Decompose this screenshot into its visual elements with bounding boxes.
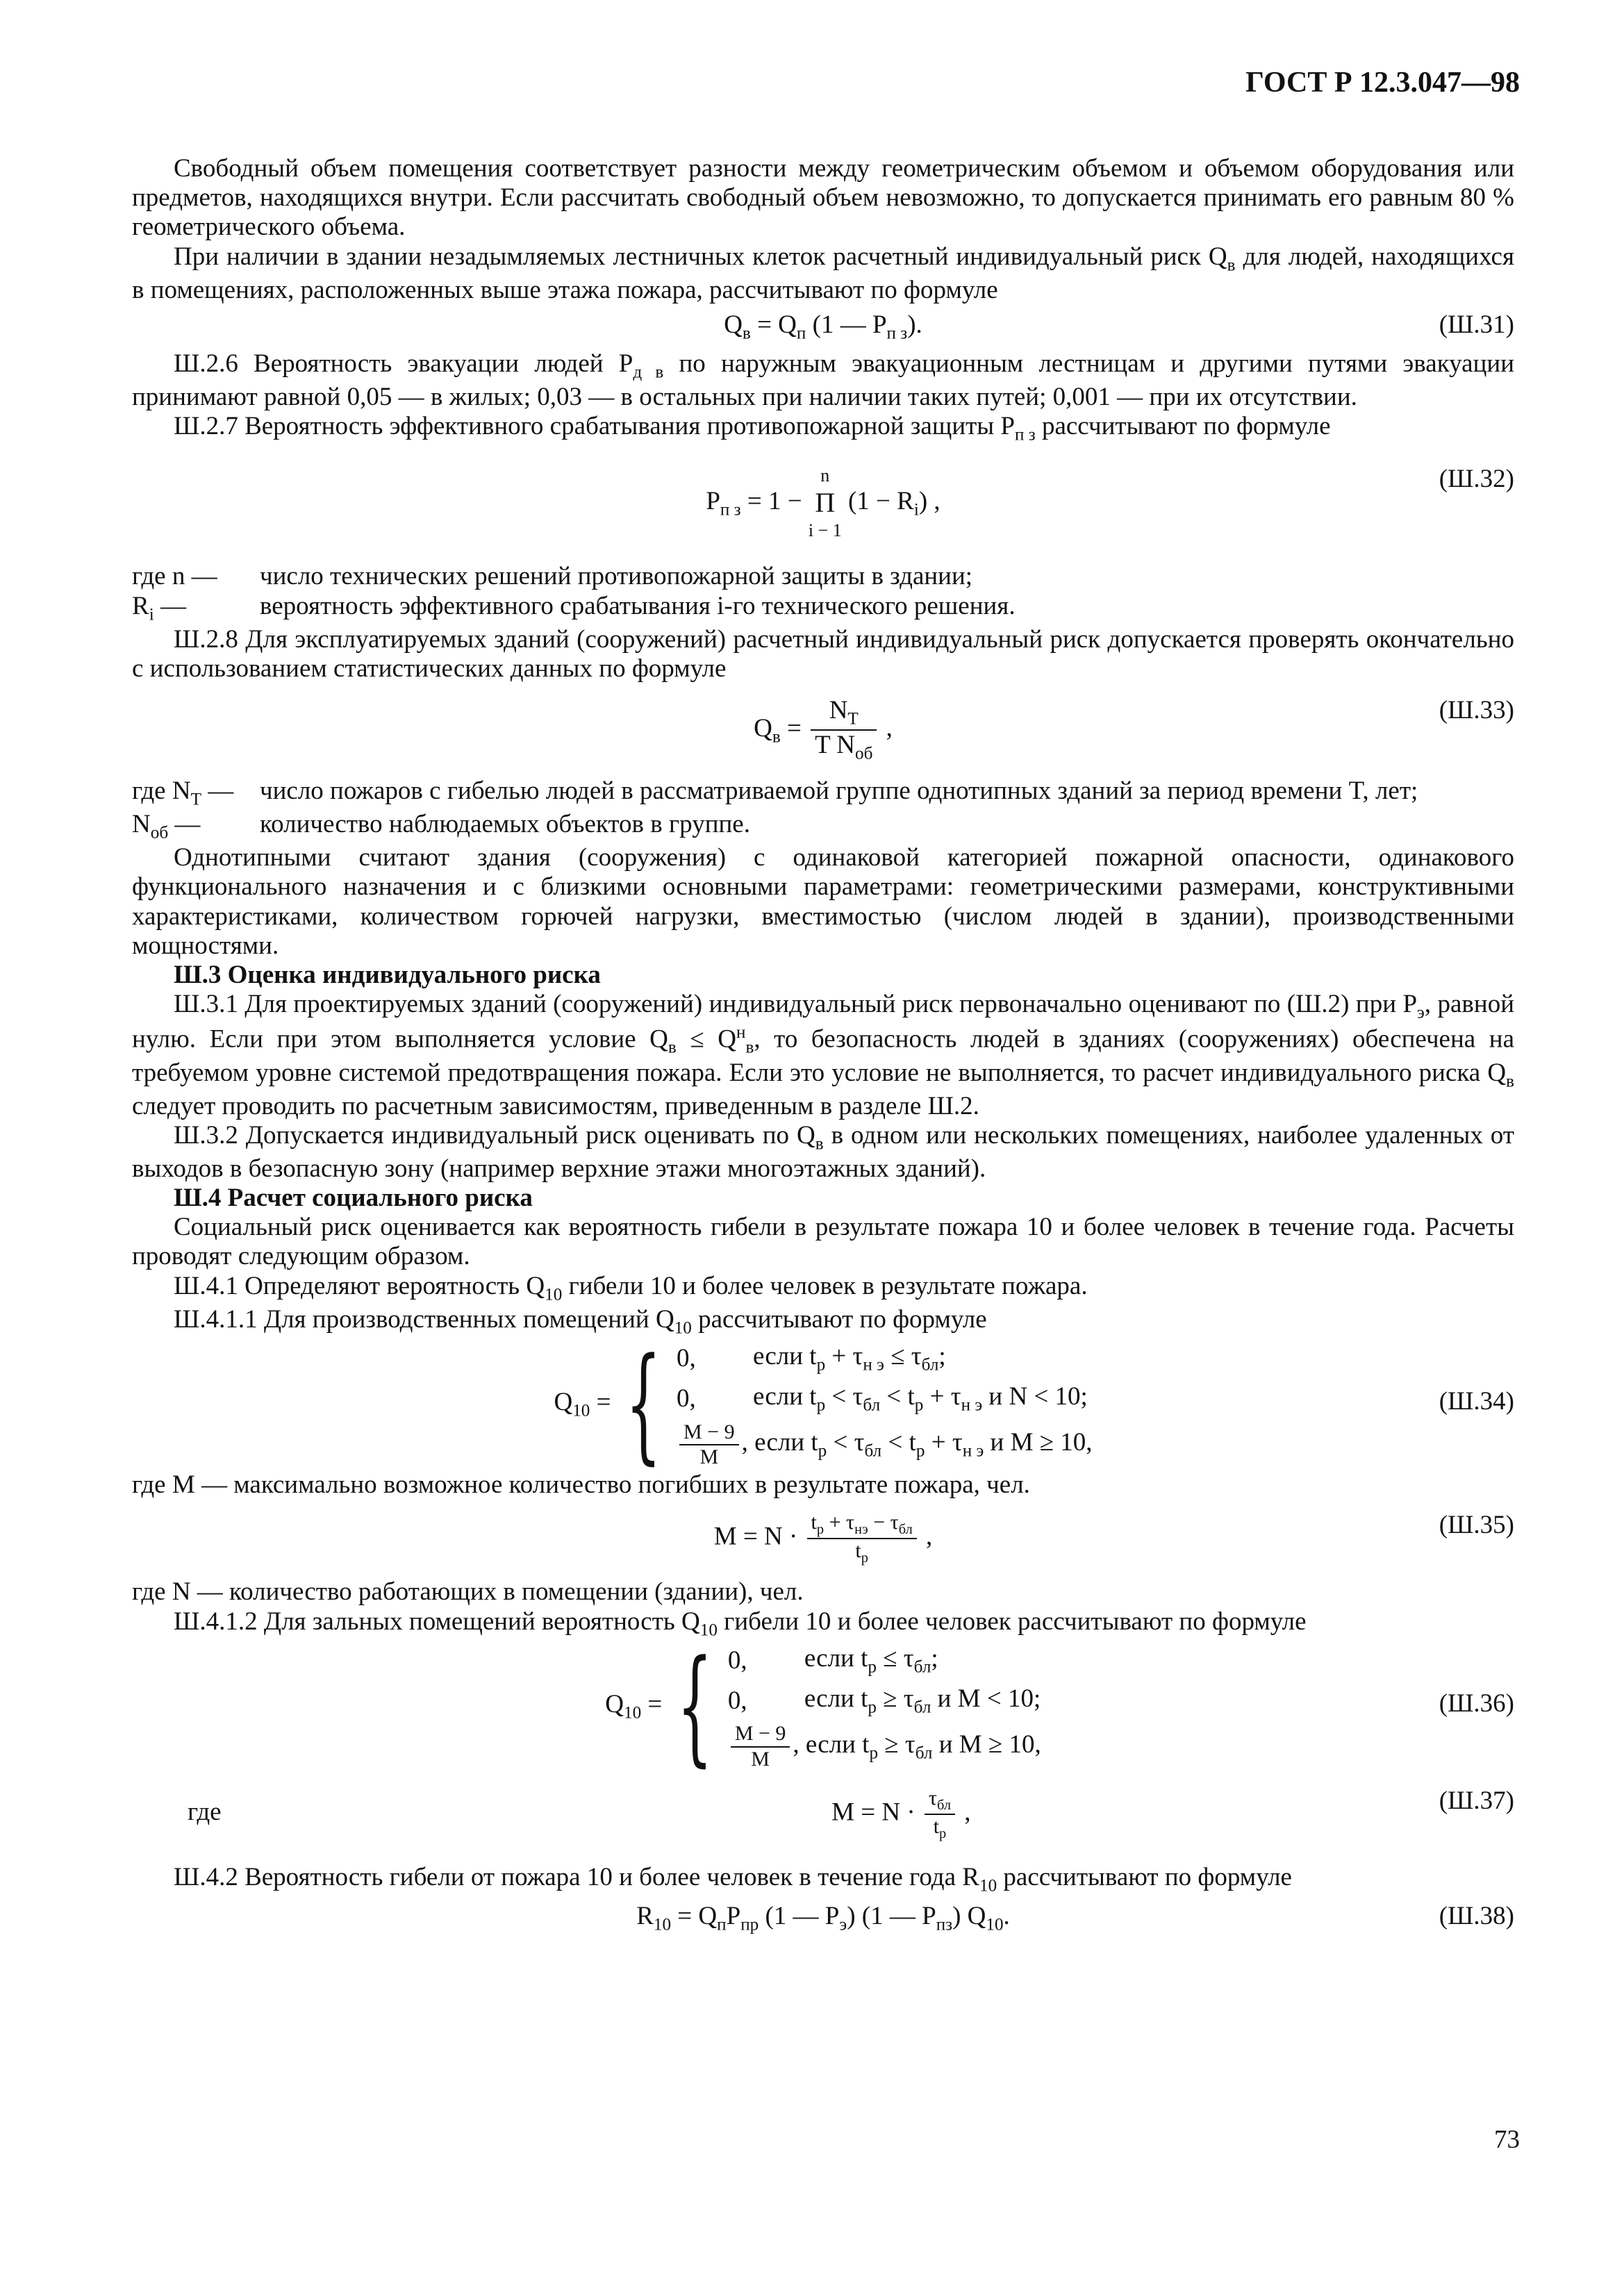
fraction-numerator: $N_T$: [811, 696, 877, 731]
fraction-denominator: $t_р$: [933, 1814, 947, 1841]
formula-sh31: [132, 310, 1514, 344]
formula-sh32-number: (Ш.32): [1439, 465, 1514, 494]
formula-sh37-number: (Ш.37): [1439, 1786, 1514, 1815]
legend-sh33: [132, 777, 1514, 843]
fraction-numerator: $t_р + \tau_{нэ} - \tau_{бл}$: [807, 1511, 917, 1539]
formula-sh37: [132, 1787, 1514, 1843]
case-row: [677, 1379, 1093, 1419]
formula-sh35-left: M = N ·: [713, 1522, 798, 1551]
case-row: [728, 1641, 1041, 1681]
formula-sh34: [132, 1331, 1514, 1477]
case-condition: , если $t_р \ge \tau_{бл}$ и M ≥ 10,: [793, 1730, 1041, 1762]
formula-sh36-left: $Q_{10}$ =: [605, 1689, 663, 1722]
case-value: 0,: [727, 1686, 747, 1715]
fraction: [807, 1511, 917, 1567]
paragraph-n-definition: где N — количество работающих в помещении (здании), чел.: [132, 1577, 804, 1607]
section-heading-sh3: Ш.3 Оценка индивидуального риска: [174, 961, 601, 989]
paragraph-sh4-1: Ш.4.1 Определяют вероятность $Q_{10}$ гибели 10 и более человек в результате пожара.: [174, 1271, 1088, 1304]
paragraph-sh4-1-1: Ш.4.1.1 Для производственных помещений $Q_{10}$ рассчитывают по формуле: [174, 1304, 987, 1338]
formula-sh33: [132, 696, 1514, 764]
legend-definition: число технических решений противопожарной защиты в здании;: [260, 562, 973, 591]
formula-sh31-number: (Ш.31): [1439, 310, 1514, 339]
fraction-denominator: T $N_{об}$: [815, 731, 873, 763]
case-condition: если $t_р < \tau_{бл} < t_р + \tau_{н э}$ и N < 10;: [753, 1382, 1088, 1415]
formula-sh37-left: M = N ·: [831, 1798, 915, 1827]
fraction-denominator: M: [699, 1445, 719, 1468]
case-rows: [677, 1338, 1093, 1470]
formula-sh36: [132, 1633, 1514, 1779]
legend-term: где $N_T$ —: [132, 777, 234, 809]
legend-term: $N_{об}$ —: [132, 810, 201, 843]
case-value: 0,: [727, 1645, 747, 1675]
case-value: 0,: [677, 1384, 696, 1413]
page-number: 73: [1494, 2125, 1520, 2154]
paragraph-free-volume: Свободный объем помещения соответствует разности между геометрическим объемом и объемом оборудования или предметов, находящихся внутри. Если рассчитать свободный объем невозможно, то допускается принимать его равным 80 % геометрического объема.: [132, 154, 1514, 242]
paragraph-social-risk: Социальный риск оценивается как вероятность гибели в результате пожара 10 и более человек в течение года. Расчеты проводят следующим образом.: [132, 1213, 1514, 1271]
product-operator: [809, 465, 842, 541]
formula-sh33-number: (Ш.33): [1439, 696, 1514, 725]
fraction-denominator: $t_р$: [855, 1539, 868, 1566]
formula-sh35-number: (Ш.35): [1439, 1510, 1514, 1539]
piecewise-function: [605, 1633, 1041, 1779]
left-brace: {: [677, 1633, 713, 1779]
legend-sh32: [132, 562, 1514, 624]
fraction-numerator: M − 9: [679, 1420, 739, 1445]
paragraph-similar-buildings: Однотипными считают здания (сооружения) с одинаковой категорией пожарной опасности, одинакового функционального назначения и с близкими основными параметрами: геометрическими размерами, конструктивными характеристиками, количеством горючей нагрузки, вместимостью (числом людей в здании), производственными мощностями.: [132, 843, 1514, 960]
formula-sh34-number: (Ш.34): [1439, 1386, 1514, 1416]
fraction-denominator: M: [751, 1747, 770, 1771]
case-condition: , если $t_р < \tau_{бл} < t_р + \tau_{н э}$ и M ≥ 10,: [741, 1427, 1093, 1461]
document-body: [132, 154, 1514, 1941]
formula-sh31-body: $Q_в = Q_п$ (1 — $P_{п з}$).: [724, 310, 922, 343]
formula-sh38-number: (Ш.38): [1439, 1902, 1514, 1931]
formula-sh32-left: $P_{п з} = 1$ −: [706, 486, 802, 520]
formula-sh37-tail: ,: [964, 1798, 971, 1827]
piecewise-function: [554, 1331, 1093, 1477]
case-row: [728, 1681, 1041, 1721]
paragraph-smoke-free-stairs: При наличии в здании незадымляемых лестничных клеток расчетный индивидуальный риск $Q_в$ для людей, находящихся в помещениях, расположенных выше этажа пожара, рассчитывают по формуле: [132, 242, 1514, 304]
case-row: [677, 1338, 1093, 1379]
legend-definition: количество наблюдаемых объектов в группе.: [260, 810, 750, 839]
section-heading-sh4: Ш.4 Расчет социального риска: [174, 1184, 533, 1213]
left-brace: {: [625, 1331, 662, 1477]
case-condition: если $t_р \le \tau_{бл}$;: [804, 1643, 938, 1676]
case-condition: если $t_р + \tau_{н э} \le \tau_{бл}$;: [753, 1341, 946, 1375]
fraction: [731, 1722, 790, 1771]
formula-sh38-body: $R_{10} = Q_пP_{пр}$ (1 — $P_э$) (1 — $P_{пз}$) $Q_{10}$.: [636, 1902, 1010, 1934]
formula-sh32: [132, 465, 1514, 541]
case-row: [677, 1419, 1093, 1470]
case-rows: [728, 1641, 1041, 1773]
product-symbol: Π: [815, 487, 836, 519]
paragraph-sh2-6: Ш.2.6 Вероятность эвакуации людей $P_{д в}$ по наружным эвакуационным лестницам и другими путями эвакуации принимают равной 0,05 — в жилых; 0,03 — в остальных при наличии таких путей; 0,001 — при их отсутствии.: [132, 349, 1514, 411]
formula-sh33-tail: ,: [886, 713, 893, 743]
case-condition: если $t_р \ge \tau_{бл}$ и M < 10;: [804, 1684, 1041, 1716]
paragraph-sh3-2: Ш.3.2 Допускается индивидуальный риск оценивать по $Q_в$ в одном или нескольких помещениях, наиболее удаленных от выходов в безопасную зону (например верхние этажи многоэтажных зданий).: [132, 1120, 1514, 1183]
formula-sh38: [132, 1902, 1514, 1935]
case-row: [728, 1721, 1041, 1773]
paragraph-sh4-1-2: Ш.4.1.2 Для зальных помещений вероятность $Q_{10}$ гибели 10 и более человек рассчитывают по формуле: [174, 1607, 1307, 1639]
product-upper-limit: n: [820, 465, 830, 486]
formula-sh35-tail: ,: [926, 1522, 933, 1551]
paragraph-sh2-8: Ш.2.8 Для эксплуатируемых зданий (сооружений) расчетный индивидуальный риск допускается проверять окончательно с использованием статистических данных по формуле: [132, 624, 1514, 683]
fraction-numerator: M − 9: [731, 1722, 790, 1747]
formula-sh36-number: (Ш.36): [1439, 1689, 1514, 1718]
paragraph-sh2-7: Ш.2.7 Вероятность эффективного срабатывания противопожарной защиты $P_{п з}$ рассчитывают по формуле: [174, 412, 1331, 445]
paragraph-sh4-2: Ш.4.2 Вероятность гибели от пожара 10 и более человек в течение года $R_{10}$ рассчитывают по формуле: [174, 1863, 1292, 1896]
product-lower-limit: i − 1: [808, 520, 842, 541]
paragraph-sh3-1: Ш.3.1 Для проектируемых зданий (сооружений) индивидуальный риск первоначально оценивают по (Ш.2) при $P_э$, равной нулю. Если при этом выполняется условие $Q_в \le Q^н_в$, то безопасность людей в зданиях (сооружениях) обеспечена на требуемом уровне системой предотвращения пожара. Если это условие не выполняется, то расчет индивидуального риска $Q_в$ следует проводить по расчетным зависимостям, приведенным в разделе Ш.2.: [132, 990, 1514, 1120]
fraction: [679, 1420, 739, 1469]
fraction: [925, 1787, 955, 1843]
document-header: ГОСТ Р 12.3.047—98: [1245, 67, 1520, 99]
formula-sh33-left: $Q_в$ =: [754, 713, 802, 746]
formula-sh34-left: $Q_{10}$ =: [554, 1387, 611, 1420]
legend-definition: вероятность эффективного срабатывания i-го технического решения.: [260, 591, 1016, 620]
legend-term: $R_i$ —: [132, 591, 186, 624]
case-value: 0,: [677, 1343, 696, 1373]
legend-term: где n —: [132, 562, 217, 591]
formula-sh32-right: $(1 - R_i)$ ,: [847, 486, 941, 520]
paragraph-m-definition: где M — максимально возможное количество погибших в результате пожара, чел.: [132, 1470, 1030, 1499]
legend-definition: число пожаров с гибелью людей в рассматриваемой группе однотипных зданий за период времени T, лет;: [260, 777, 1418, 806]
formula-sh37-where: где: [188, 1798, 222, 1827]
fraction: [811, 696, 877, 764]
fraction-numerator: $\tau_{бл}$: [925, 1787, 955, 1815]
formula-sh35: [132, 1511, 1514, 1567]
